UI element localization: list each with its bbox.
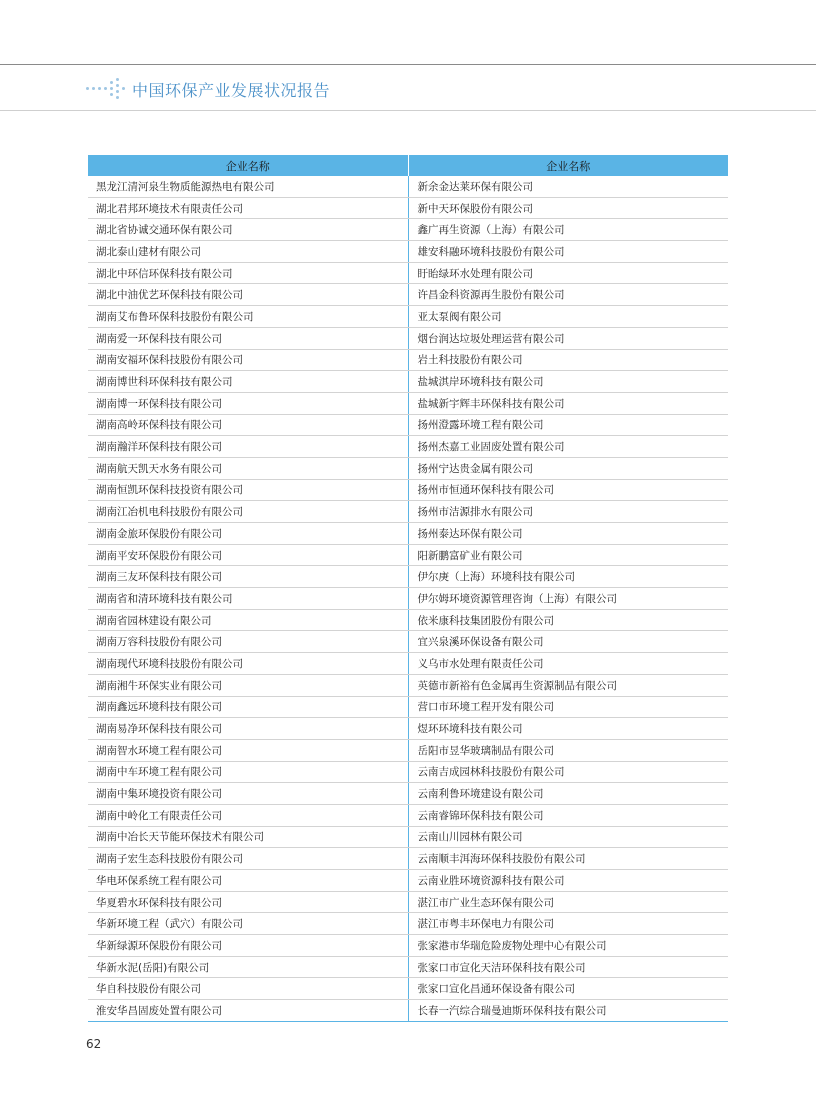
company-name-right: 雄安科融环境科技股份有限公司 (408, 241, 728, 263)
table-row (88, 262, 728, 284)
table-row (88, 978, 728, 1000)
company-name-left: 湖南航天凯天水务有限公司 (88, 457, 408, 479)
table-row (88, 674, 728, 696)
table-row (88, 783, 728, 805)
company-name-left: 湖南湘牛环保实业有限公司 (88, 674, 408, 696)
table-row (88, 241, 728, 263)
company-name-right: 义乌市水处理有限责任公司 (408, 653, 728, 675)
company-name-left: 湖南万容科技股份有限公司 (88, 631, 408, 653)
company-name-right: 伊尔姆环境资源管理咨询（上海）有限公司 (408, 588, 728, 610)
company-name-left: 湖南博世科环保科技有限公司 (88, 371, 408, 393)
company-name-left: 黑龙江清河泉生物质能源热电有限公司 (88, 176, 408, 197)
table-row (88, 284, 728, 306)
company-name-left: 湖南高岭环保科技有限公司 (88, 414, 408, 436)
company-name-left: 湖南瀚洋环保科技有限公司 (88, 436, 408, 458)
page-number: 62 (86, 1037, 102, 1051)
company-name-left: 湖北中环信环保科技有限公司 (88, 262, 408, 284)
company-name-right: 新余金达莱环保有限公司 (408, 176, 728, 197)
table-row (88, 696, 728, 718)
company-name-left: 华新水泥(岳阳)有限公司 (88, 956, 408, 978)
table-row (88, 392, 728, 414)
company-name-right: 云南吉成园林科技股份有限公司 (408, 761, 728, 783)
table-row (88, 739, 728, 761)
company-name-right: 新中天环保股份有限公司 (408, 197, 728, 219)
table-row (88, 870, 728, 892)
table-row (88, 457, 728, 479)
company-name-left: 湖南鑫远环境科技有限公司 (88, 696, 408, 718)
company-name-right: 湛江市广业生态环保有限公司 (408, 891, 728, 913)
table-row (88, 523, 728, 545)
company-name-left: 湖北君邦环境技术有限责任公司 (88, 197, 408, 219)
company-name-left: 湖北省协诚交通环保有限公司 (88, 219, 408, 241)
company-name-right: 扬州澄露环境工程有限公司 (408, 414, 728, 436)
company-name-left: 湖南中冶长天节能环保技术有限公司 (88, 826, 408, 848)
company-name-left: 湖南省和清环境科技有限公司 (88, 588, 408, 610)
company-name-left: 华新环境工程（武穴）有限公司 (88, 913, 408, 935)
company-name-left: 湖南智水环境工程有限公司 (88, 739, 408, 761)
company-name-right: 张家口市宣化天洁环保科技有限公司 (408, 956, 728, 978)
column-header-right: 企业名称 (408, 155, 728, 176)
company-name-right: 依米康科技集团股份有限公司 (408, 609, 728, 631)
company-name-left: 华电环保系统工程有限公司 (88, 870, 408, 892)
table-row (88, 436, 728, 458)
company-name-right: 岩土科技股份有限公司 (408, 349, 728, 371)
decorative-dots-icon (84, 77, 126, 101)
company-name-left: 华夏碧水环保科技有限公司 (88, 891, 408, 913)
table-row (88, 761, 728, 783)
company-name-right: 张家口宣化昌通环保设备有限公司 (408, 978, 728, 1000)
company-name-right: 云南山川园林有限公司 (408, 826, 728, 848)
company-name-left: 华新绿源环保股份有限公司 (88, 935, 408, 957)
company-name-right: 扬州市洁源排水有限公司 (408, 501, 728, 523)
company-name-left: 华自科技股份有限公司 (88, 978, 408, 1000)
company-name-right: 扬州泰达环保有限公司 (408, 523, 728, 545)
company-name-left: 湖北泰山建材有限公司 (88, 241, 408, 263)
company-name-right: 盱眙绿环水处理有限公司 (408, 262, 728, 284)
company-name-left: 湖南中集环境投资有限公司 (88, 783, 408, 805)
table-row (88, 913, 728, 935)
table-row (88, 566, 728, 588)
table-row (88, 718, 728, 740)
header-rule (0, 110, 816, 111)
company-name-left: 湖南中岭化工有限责任公司 (88, 804, 408, 826)
company-name-right: 扬州宁达贵金属有限公司 (408, 457, 728, 479)
table-row (88, 956, 728, 978)
company-name-right: 岳阳市昱华玻璃制品有限公司 (408, 739, 728, 761)
company-name-left: 湖南易净环保科技有限公司 (88, 718, 408, 740)
column-header-left: 企业名称 (88, 155, 408, 176)
company-name-right: 阳新鹏富矿业有限公司 (408, 544, 728, 566)
company-name-right: 云南业胜环境资源科技有限公司 (408, 870, 728, 892)
table-row (88, 176, 728, 197)
company-name-right: 盐城淇岸环境科技有限公司 (408, 371, 728, 393)
company-name-right: 烟台润达垃圾处理运营有限公司 (408, 327, 728, 349)
table-row (88, 544, 728, 566)
table-row (88, 219, 728, 241)
company-name-left: 湖南安福环保科技股份有限公司 (88, 349, 408, 371)
company-name-right: 云南睿锦环保科技有限公司 (408, 804, 728, 826)
company-name-left: 湖南省园林建设有限公司 (88, 609, 408, 631)
table-row (88, 371, 728, 393)
company-name-left: 湖南江冶机电科技股份有限公司 (88, 501, 408, 523)
company-table (88, 155, 728, 1022)
table-body (88, 176, 728, 1021)
table-row (88, 197, 728, 219)
company-name-left: 湖南艾布鲁环保科技股份有限公司 (88, 306, 408, 328)
table-row (88, 501, 728, 523)
company-name-right: 亚太泵阀有限公司 (408, 306, 728, 328)
company-name-right: 宜兴泉溪环保设备有限公司 (408, 631, 728, 653)
company-name-left: 湖南中车环境工程有限公司 (88, 761, 408, 783)
company-name-left: 湖北中油优艺环保科技有限公司 (88, 284, 408, 306)
table-row (88, 826, 728, 848)
company-name-left: 湖南恒凯环保科技投资有限公司 (88, 479, 408, 501)
table-row (88, 848, 728, 870)
company-name-left: 湖南三友环保科技有限公司 (88, 566, 408, 588)
table-row (88, 479, 728, 501)
company-name-right: 营口市环境工程开发有限公司 (408, 696, 728, 718)
table-row (88, 588, 728, 610)
company-name-right: 长春一汽综合瑞曼迪斯环保科技有限公司 (408, 1000, 728, 1022)
company-name-right: 扬州杰嘉工业固废处置有限公司 (408, 436, 728, 458)
report-header (84, 75, 330, 103)
table-row (88, 327, 728, 349)
company-name-right: 云南利鲁环境建设有限公司 (408, 783, 728, 805)
company-name-right: 伊尔庚（上海）环境科技有限公司 (408, 566, 728, 588)
table-header-row (88, 155, 728, 176)
company-name-left: 湖南平安环保股份有限公司 (88, 544, 408, 566)
company-name-right: 英德市新裕有色金属再生资源制品有限公司 (408, 674, 728, 696)
company-name-right: 鑫广再生资源（上海）有限公司 (408, 219, 728, 241)
company-name-left: 湖南现代环境科技股份有限公司 (88, 653, 408, 675)
table-row (88, 1000, 728, 1022)
company-name-left: 湖南博一环保科技有限公司 (88, 392, 408, 414)
company-name-left: 湖南子宏生态科技股份有限公司 (88, 848, 408, 870)
top-rule (0, 64, 816, 65)
table-row (88, 306, 728, 328)
table-row (88, 804, 728, 826)
table-row (88, 891, 728, 913)
company-name-left: 淮安华昌固废处置有限公司 (88, 1000, 408, 1022)
table-row (88, 653, 728, 675)
company-name-right: 云南顺丰洱海环保科技股份有限公司 (408, 848, 728, 870)
table-row (88, 349, 728, 371)
report-title: 中国环保产业发展状况报告 (132, 80, 331, 100)
table-row (88, 414, 728, 436)
company-name-left: 湖南金旅环保股份有限公司 (88, 523, 408, 545)
table-row (88, 935, 728, 957)
company-name-right: 煜环环境科技有限公司 (408, 718, 728, 740)
table-row (88, 609, 728, 631)
company-name-right: 湛江市粤丰环保电力有限公司 (408, 913, 728, 935)
table-row (88, 631, 728, 653)
company-name-right: 盐城新宇辉丰环保科技有限公司 (408, 392, 728, 414)
company-name-right: 张家港市华瑞危险废物处理中心有限公司 (408, 935, 728, 957)
company-name-right: 许昌金科资源再生股份有限公司 (408, 284, 728, 306)
company-name-left: 湖南爱一环保科技有限公司 (88, 327, 408, 349)
company-name-right: 扬州市恒通环保科技有限公司 (408, 479, 728, 501)
